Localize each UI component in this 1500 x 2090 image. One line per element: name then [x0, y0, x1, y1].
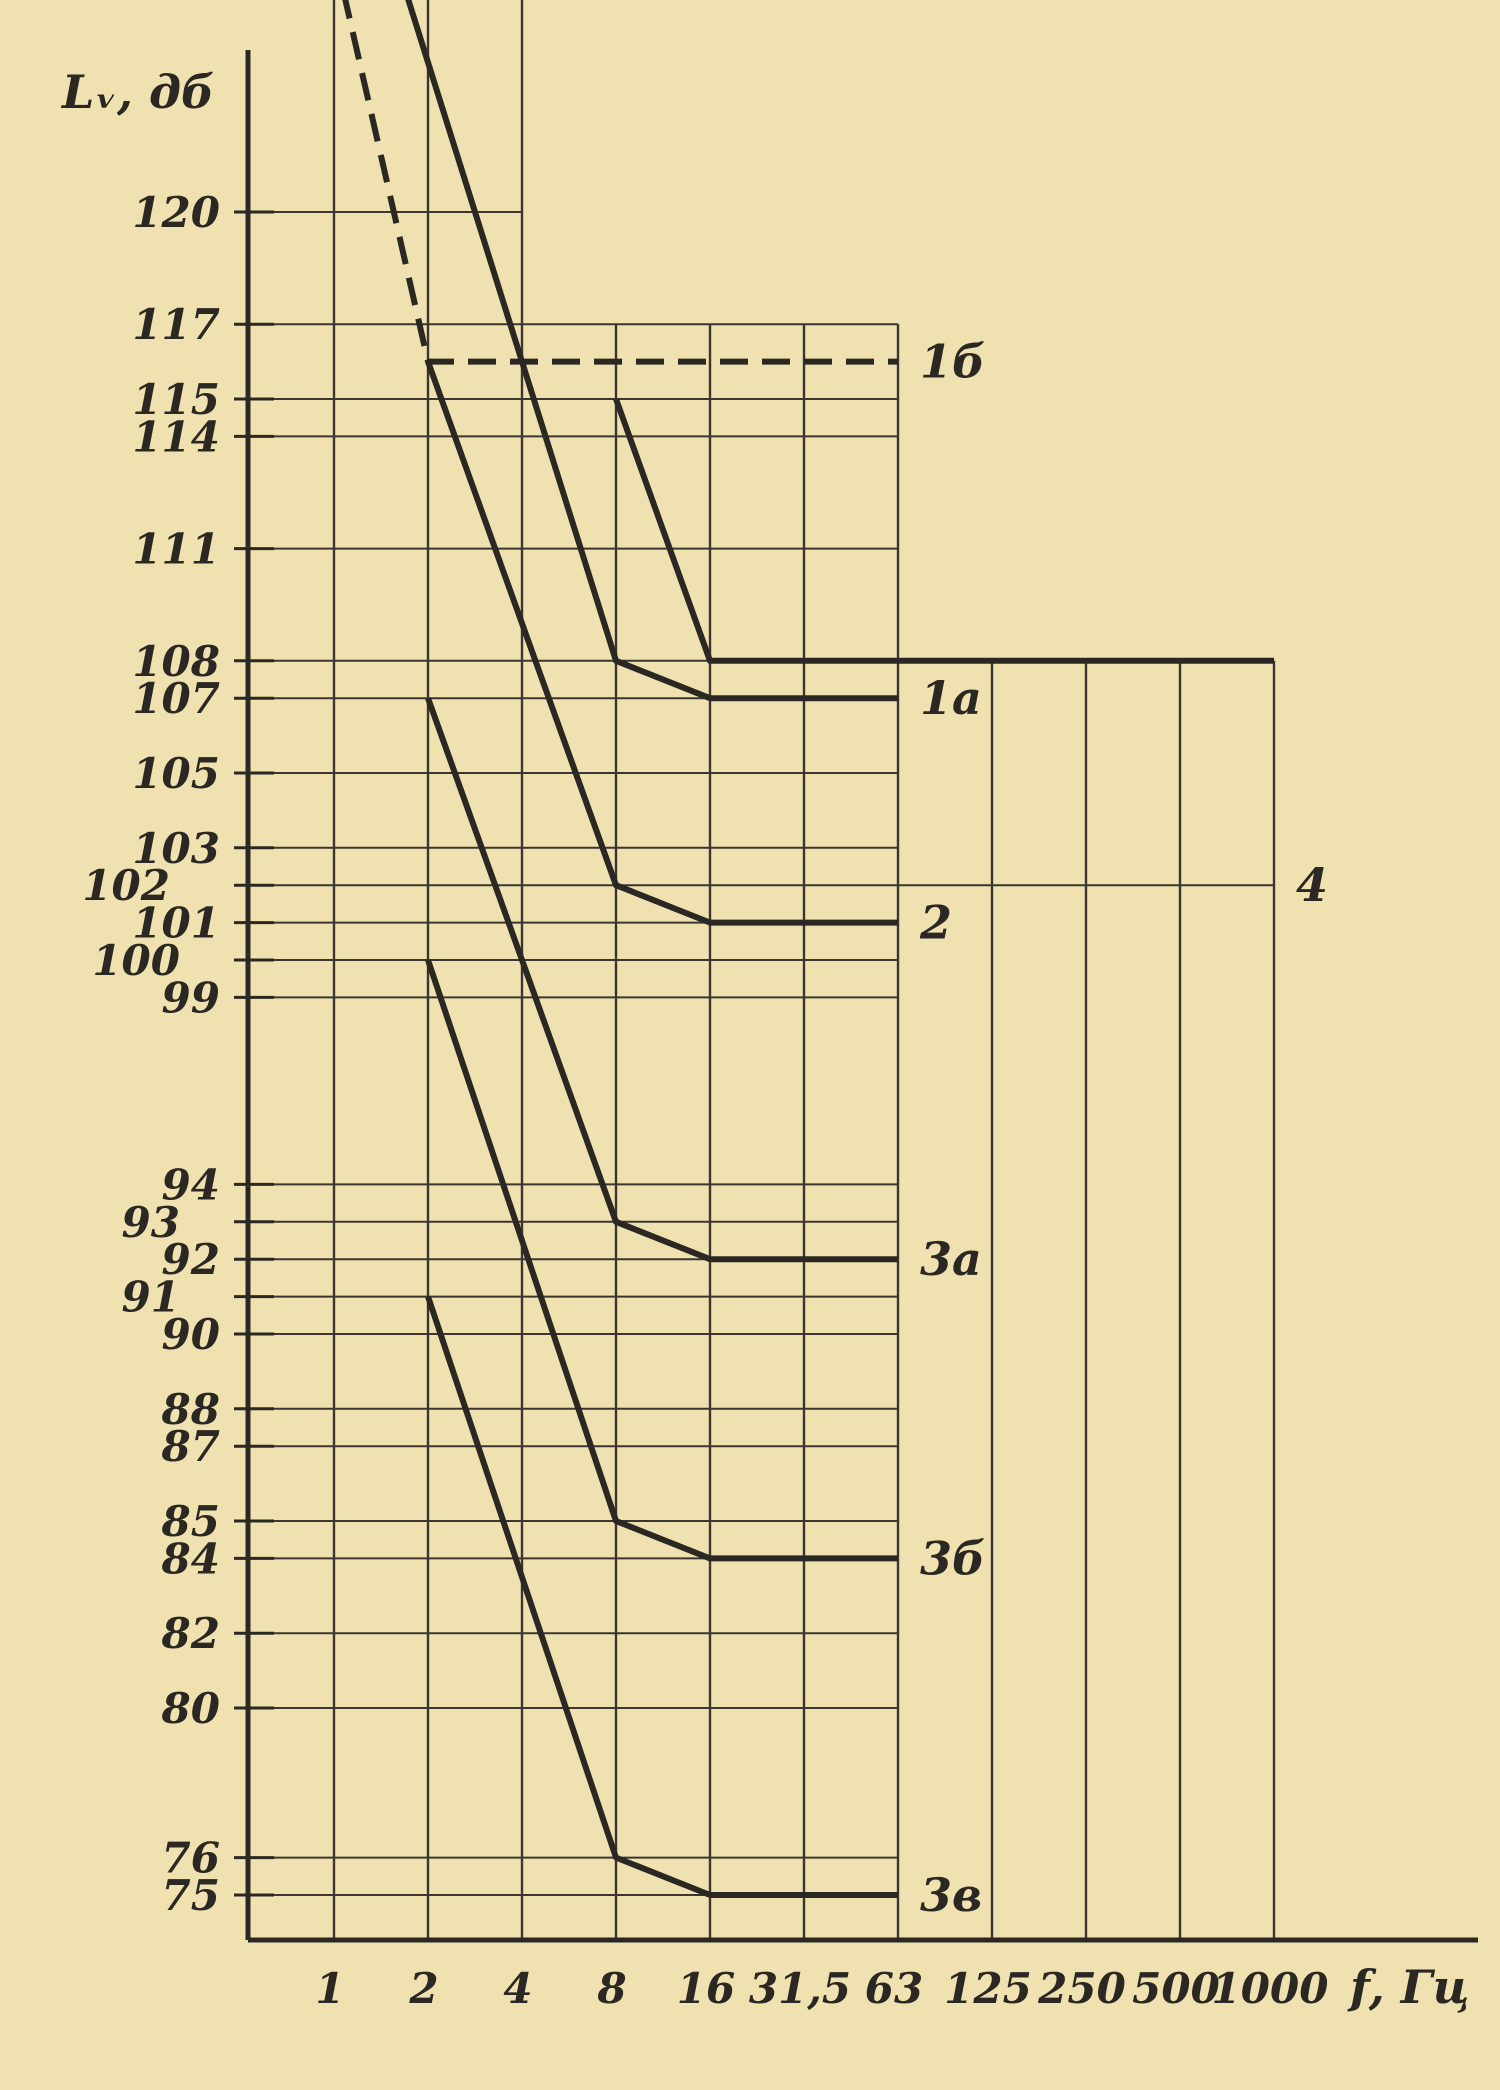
y-tick-label: 76	[161, 1833, 220, 1883]
series-label-4: 4	[1296, 858, 1329, 913]
y-tick-label: 115	[132, 375, 220, 424]
series-line-2	[428, 362, 898, 923]
x-tick-label: 4	[503, 1964, 533, 2013]
x-tick-label: 31,5	[748, 1964, 852, 2013]
y-tick-label: 102	[82, 861, 170, 911]
series-label-2: 2	[920, 895, 953, 950]
y-tick-label: 101	[132, 898, 220, 948]
series-label-3б: 3б	[920, 1531, 986, 1586]
x-tick-label: 500	[1132, 1964, 1220, 2013]
y-tick-label: 100	[92, 936, 180, 985]
y-tick-label: 75	[161, 1871, 220, 1920]
y-tick-label: 117	[132, 300, 220, 350]
series-label-3в: 3в	[920, 1868, 983, 1922]
x-tick-label: 8	[597, 1964, 627, 2013]
y-tick-label: 114	[132, 412, 220, 462]
y-tick-label: 94	[161, 1160, 220, 1210]
series-label-3а: 3а	[920, 1232, 982, 1287]
x-tick-label: 63	[864, 1964, 924, 2013]
series-label-1б: 1б	[920, 334, 986, 389]
x-tick-label: 250	[1038, 1964, 1126, 2013]
y-tick-label: 120	[132, 188, 220, 237]
series-line-3в	[428, 1297, 898, 1895]
y-tick-label: 91	[121, 1272, 180, 1322]
y-tick-label: 82	[161, 1609, 220, 1659]
x-tick-label: 2	[409, 1964, 439, 2013]
x-axis-title: f, Гц	[1350, 1960, 1470, 2014]
y-tick-label: 99	[161, 973, 220, 1023]
x-tick-label: 125	[944, 1964, 1032, 2013]
x-tick-label: 1	[315, 1964, 345, 2013]
y-tick-label: 93	[121, 1197, 180, 1247]
series-label-1а: 1а	[920, 671, 982, 726]
x-tick-label: 1000	[1211, 1964, 1329, 2013]
y-tick-label: 84	[161, 1534, 220, 1584]
y-tick-label: 103	[132, 823, 220, 873]
y-tick-label: 85	[161, 1497, 220, 1546]
y-tick-label: 92	[161, 1235, 220, 1285]
grid	[234, 0, 1274, 1940]
labels	[82, 0, 1328, 2013]
y-tick-label: 90	[161, 1310, 220, 1359]
y-axis-title: Lᵥ, дб	[62, 65, 215, 119]
series-line-4	[616, 399, 1274, 661]
y-tick-label: 111	[132, 524, 220, 574]
y-tick-label: 105	[132, 749, 220, 798]
y-tick-label: 80	[161, 1684, 220, 1733]
y-tick-label: 107	[132, 674, 220, 724]
series-line-1б	[334, 0, 898, 362]
x-tick-label: 16	[676, 1964, 736, 2013]
axes	[248, 50, 1478, 1940]
y-tick-label: 87	[161, 1422, 220, 1472]
y-tick-label: 88	[161, 1384, 220, 1434]
y-tick-label: 108	[132, 636, 220, 686]
